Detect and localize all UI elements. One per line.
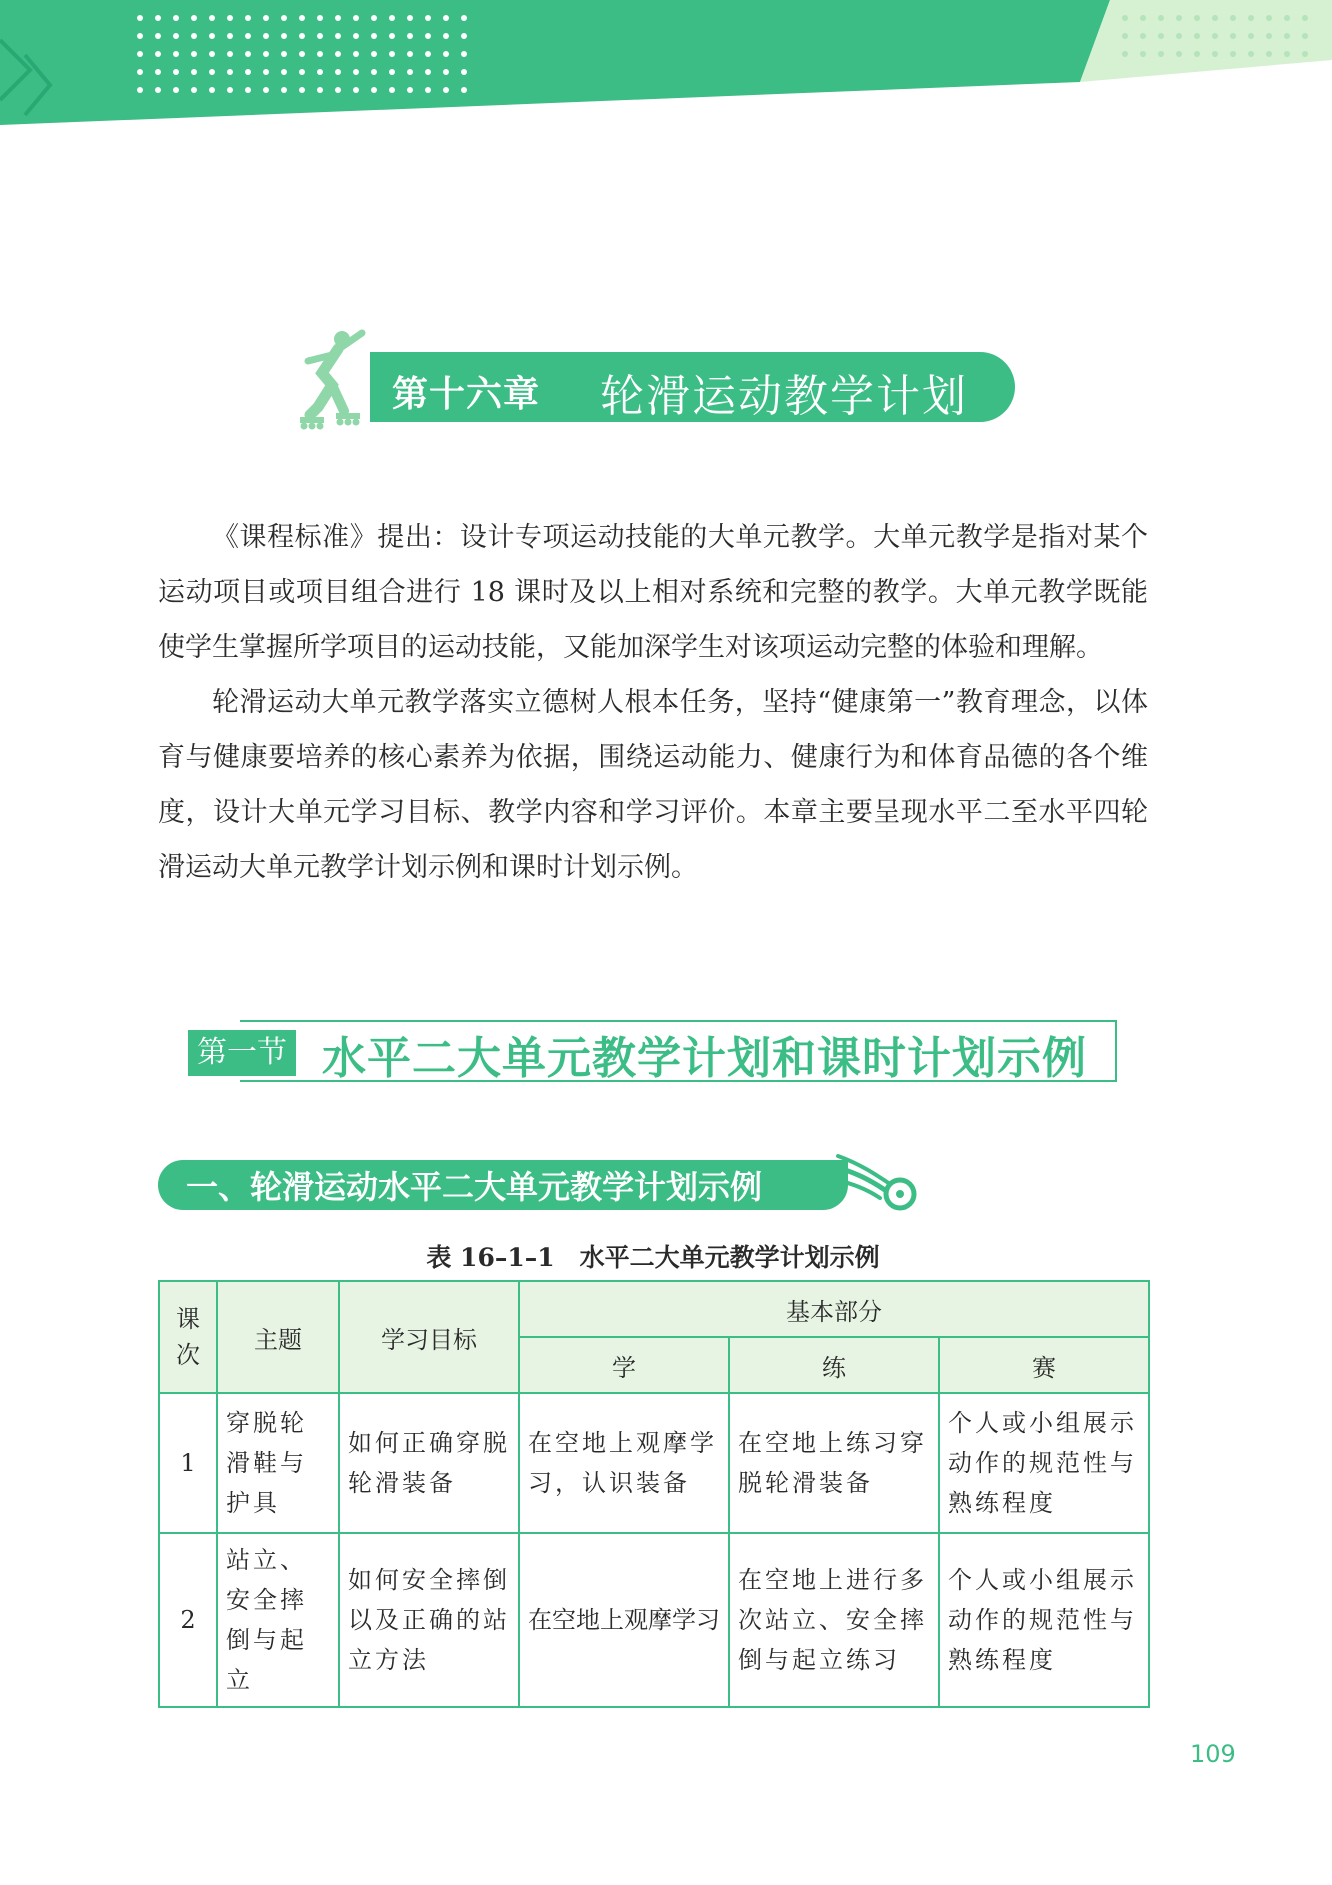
header-goal: 学习目标 (339, 1281, 519, 1393)
header-learn: 学 (519, 1337, 729, 1393)
table-caption: 表 16–1–1 水平二大单元教学计划示例 (426, 1243, 880, 1272)
flame-wheel-icon (830, 1152, 920, 1212)
cell-topic: 站立、安全摔倒与起立 (217, 1533, 339, 1707)
intro-paragraph-2: 轮滑运动大单元教学落实立德树人根本任务，坚持“健康第一”教育理念，以体育与健康要培养的核心素养为依据，围绕运动能力、健康行为和体育品德的各个维度，设计大单元学习目标、教学内容和学习评价。本章主要呈现水平二至水平四轮滑运动大单元教学计划示例和课时计划示例。 (158, 687, 1148, 883)
header-lesson: 课次 (159, 1281, 217, 1393)
header-compete: 赛 (939, 1337, 1149, 1393)
header-basic-part: 基本部分 (519, 1281, 1149, 1337)
section-tag: 第一节 (188, 1030, 296, 1076)
cell-learn: 在空地上观摩学习 (519, 1533, 729, 1707)
intro-text (158, 510, 1148, 895)
table-row (159, 1393, 1149, 1533)
chapter-number: 第十六章 (392, 374, 541, 415)
skater-icon (292, 325, 372, 430)
section-title: 水平二大单元教学计划和课时计划示例 (322, 1033, 1087, 1084)
cell-lesson: 1 (159, 1393, 217, 1533)
cell-practice: 在空地上进行多次站立、安全摔倒与起立练习 (729, 1533, 939, 1707)
chapter-title: 轮滑运动教学计划 (600, 371, 968, 422)
subsection-title: 一、轮滑运动水平二大单元教学计划示例 (186, 1168, 763, 1206)
header-topic: 主题 (217, 1281, 339, 1393)
intro-paragraph-1: 《课程标准》提出：设计专项运动技能的大单元教学。大单元教学是指对某个运动项目或项目组合进行 18 课时及以上相对系统和完整的教学。大单元教学既能使学生掌握所学项目的运动技能，又能加深学生对该项运动完整的体验和理解。 (158, 522, 1148, 663)
table-row (159, 1533, 1149, 1707)
cell-goal: 如何安全摔倒以及正确的站立方法 (339, 1533, 519, 1707)
cell-learn: 在空地上观摩学习，认识装备 (519, 1393, 729, 1533)
cell-compete: 个人或小组展示动作的规范性与熟练程度 (939, 1533, 1149, 1707)
cell-goal: 如何正确穿脱轮滑装备 (339, 1393, 519, 1533)
header-practice: 练 (729, 1337, 939, 1393)
header-banner (0, 0, 1332, 130)
cell-topic: 穿脱轮滑鞋与护具 (217, 1393, 339, 1533)
cell-compete: 个人或小组展示动作的规范性与熟练程度 (939, 1393, 1149, 1533)
page-number: 109 (1190, 1740, 1236, 1768)
cell-practice: 在空地上练习穿脱轮滑装备 (729, 1393, 939, 1533)
teaching-plan-table (158, 1280, 1150, 1708)
cell-lesson: 2 (159, 1533, 217, 1707)
